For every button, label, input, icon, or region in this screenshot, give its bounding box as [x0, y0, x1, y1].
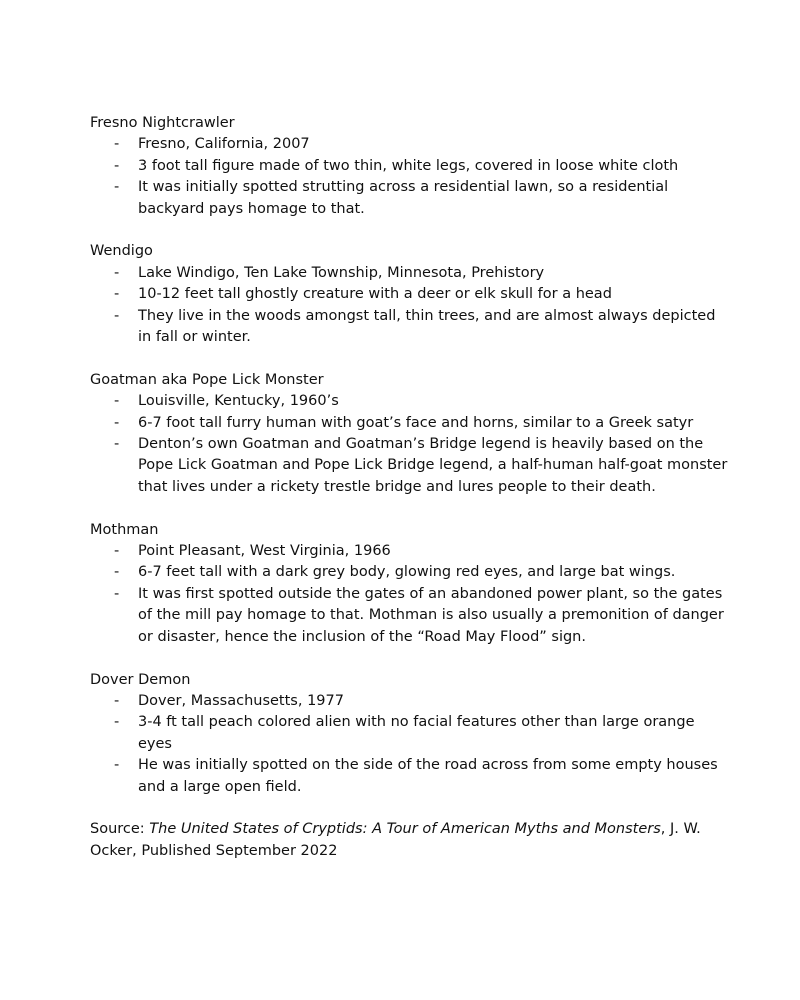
bullet-dash: -	[114, 157, 120, 174]
list-item	[90, 755, 730, 798]
section-title: Fresno Nightcrawler	[90, 115, 235, 131]
list-item-text: 3 foot tall figure made of two thin, white legs, covered in loose white cloth	[138, 157, 679, 174]
bullet-dash: -	[114, 179, 120, 196]
list-item-text: 6-7 foot tall furry human with goat’s face and horns, similar to a Greek satyr	[138, 414, 694, 431]
bullet-dash: -	[114, 564, 120, 581]
list-item	[90, 391, 730, 412]
list-item-text: Fresno, California, 2007	[138, 136, 310, 153]
list-item-text: 6-7 feet tall with a dark grey body, glowing red eyes, and large bat wings.	[138, 564, 676, 581]
bullet-list	[90, 263, 730, 349]
list-item	[90, 562, 730, 583]
section-title: Mothman	[90, 521, 159, 538]
list-item-text: It was first spotted outside the gates of an abandoned power plant, so the gates of the mill pay homage to that. Mothman is also usually a premonition of danger or disaster, hence the inclusion of the “Road May Flood” sign.	[138, 585, 724, 645]
source-citation	[90, 819, 730, 862]
list-item-text: They live in the woods amongst tall, thin trees, and are almost always depicted in fall or winter.	[138, 307, 716, 346]
list-item	[90, 134, 730, 155]
bullet-dash: -	[114, 136, 120, 153]
bullet-dash: -	[114, 436, 120, 453]
bullet-dash: -	[114, 543, 120, 560]
section-title: Wendigo	[90, 243, 153, 260]
document-page	[90, 113, 730, 862]
section-fresno-nightcrawler	[90, 113, 730, 220]
list-item-text: It was initially spotted strutting across a residential lawn, so a residential backyard pays homage to that.	[138, 179, 669, 217]
bullet-dash: -	[114, 714, 120, 731]
source-book-title: The United States of Cryptids: A Tour of American Myths and Monsters	[149, 821, 661, 838]
section-mothman	[90, 520, 730, 648]
list-item	[90, 177, 730, 220]
list-item	[90, 156, 730, 177]
list-item-text: 3-4 ft tall peach colored alien with no facial features other than large orange eyes	[138, 714, 695, 752]
bullet-list	[90, 691, 730, 798]
section-title: Goatman aka Pope Lick Monster	[90, 371, 324, 388]
bullet-dash: -	[114, 757, 120, 774]
bullet-dash: -	[114, 393, 120, 410]
list-item	[90, 691, 730, 712]
list-item-text: Dover, Massachusetts, 1977	[138, 692, 344, 709]
list-item-text: Lake Windigo, Ten Lake Township, Minnesota, Prehistory	[138, 264, 545, 281]
list-item	[90, 306, 730, 349]
list-item	[90, 584, 730, 648]
list-item	[90, 434, 730, 498]
bullet-dash: -	[114, 307, 120, 324]
bullet-dash: -	[114, 286, 120, 303]
section-goatman	[90, 370, 730, 498]
list-item-text: Point Pleasant, West Virginia, 1966	[138, 543, 391, 560]
section-dover-demon	[90, 670, 730, 798]
list-item	[90, 541, 730, 562]
list-item	[90, 413, 730, 434]
list-item	[90, 263, 730, 284]
source-suffix: , J. W. Ocker, Published September 2022	[90, 821, 701, 859]
list-item	[90, 284, 730, 305]
list-item-text: Denton’s own Goatman and Goatman’s Bridge legend is heavily based on the Pope Lick Goatman and Pope Lick Bridge legend, a half-human half-goat monster that lives under a rickety trestle bridge and lures people to their death.	[138, 436, 728, 495]
bullet-dash: -	[114, 585, 120, 602]
bullet-dash: -	[114, 414, 120, 431]
bullet-list	[90, 391, 730, 498]
bullet-list	[90, 134, 730, 220]
list-item-text: He was initially spotted on the side of the road across from some empty houses and a large open field.	[138, 757, 718, 795]
list-item	[90, 712, 730, 755]
source-prefix: Source:	[90, 821, 150, 838]
bullet-dash: -	[114, 264, 120, 281]
section-wendigo	[90, 241, 730, 348]
bullet-list	[90, 541, 730, 648]
list-item-text: Louisville, Kentucky, 1960’s	[138, 393, 339, 410]
section-title: Dover Demon	[90, 671, 191, 688]
list-item-text: 10-12 feet tall ghostly creature with a deer or elk skull for a head	[138, 286, 612, 303]
bullet-dash: -	[114, 692, 120, 709]
